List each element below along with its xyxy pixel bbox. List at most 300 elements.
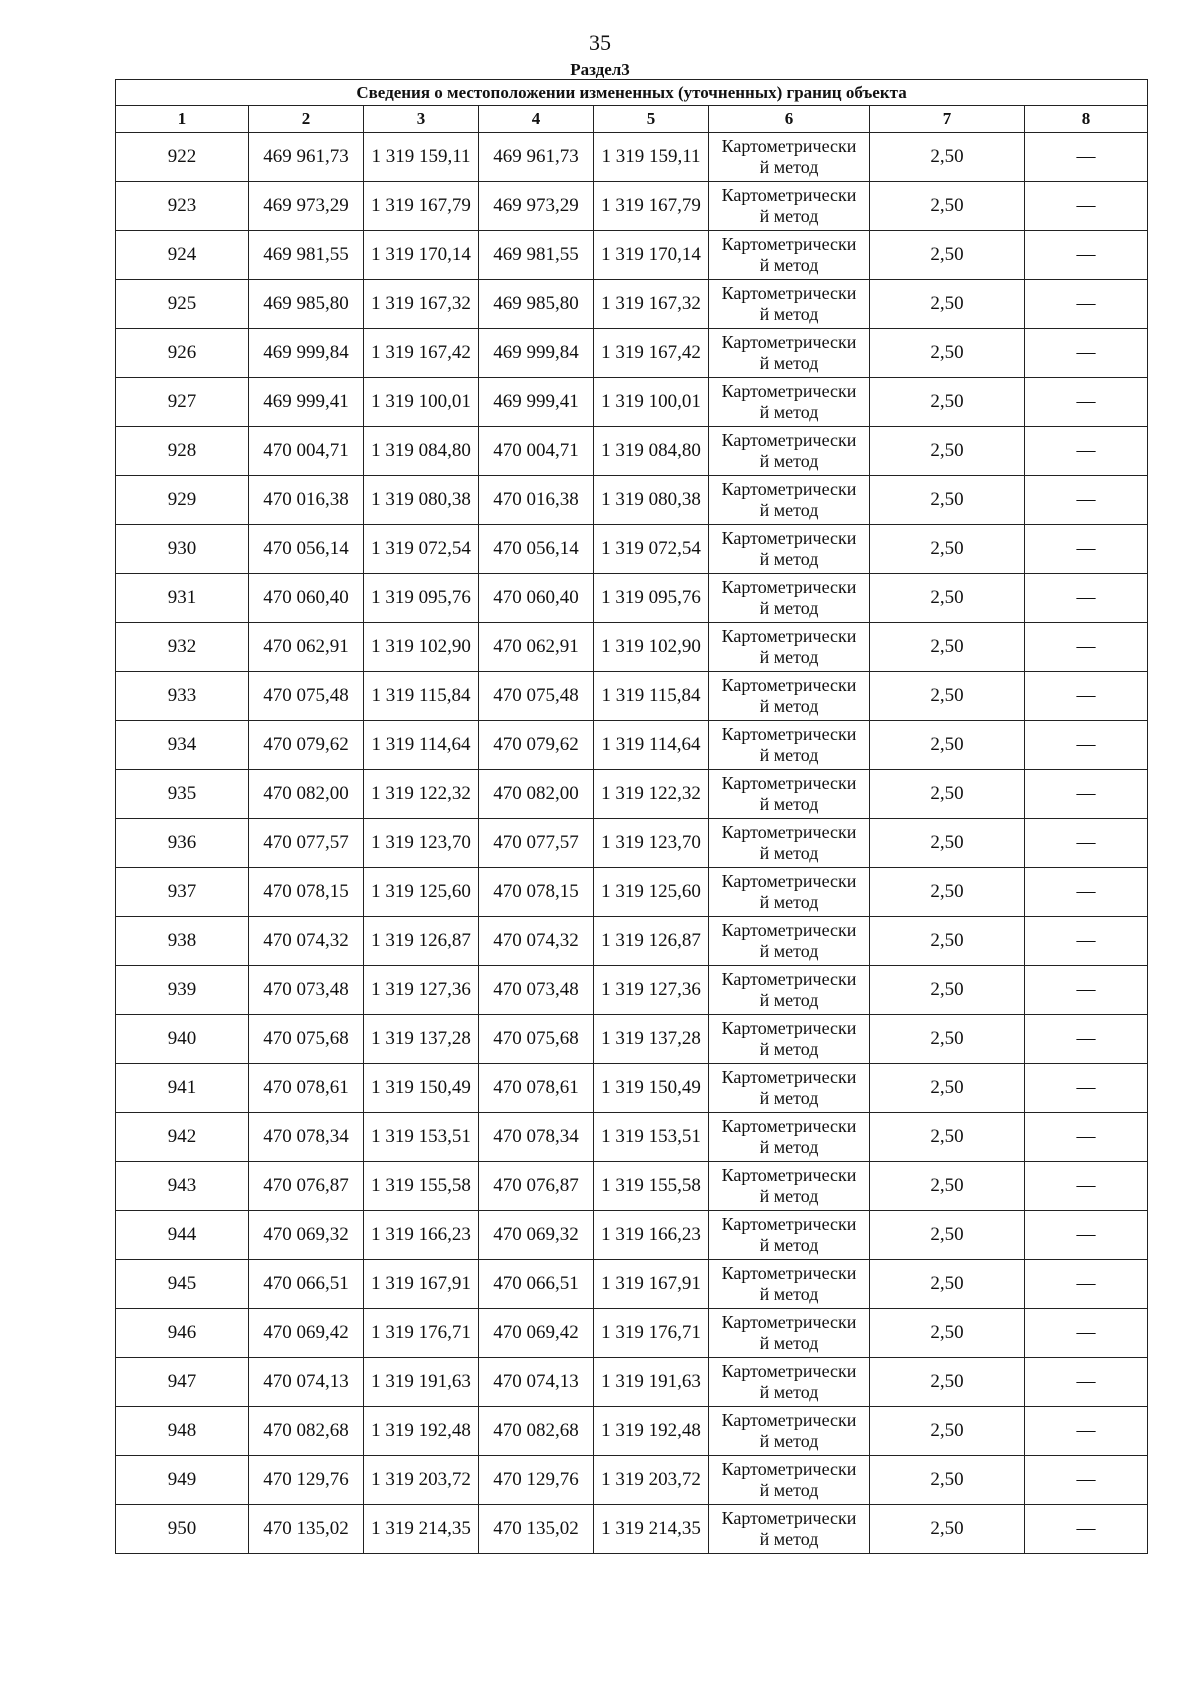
description-cell: —	[1025, 1211, 1148, 1260]
y-old-cell: 1 319 203,72	[364, 1456, 479, 1505]
method-text-line1: Картометрически	[721, 1410, 857, 1430]
point-number-cell: 939	[116, 966, 249, 1015]
accuracy-cell: 2,50	[870, 966, 1025, 1015]
column-number: 6	[709, 106, 870, 133]
x-old-cell: 470 135,02	[249, 1505, 364, 1554]
description-cell: —	[1025, 1015, 1148, 1064]
y-new-cell: 1 319 166,23	[594, 1211, 709, 1260]
x-new-cell: 470 069,32	[479, 1211, 594, 1260]
method-text-line2: й метод	[759, 647, 819, 667]
table-row	[116, 819, 1148, 868]
method-text-line2: й метод	[759, 549, 819, 569]
y-new-cell: 1 319 095,76	[594, 574, 709, 623]
method-cell	[709, 1456, 870, 1505]
table-row	[116, 1113, 1148, 1162]
y-new-cell: 1 319 100,01	[594, 378, 709, 427]
x-new-cell: 470 056,14	[479, 525, 594, 574]
method-cell	[709, 1505, 870, 1554]
table-row	[116, 525, 1148, 574]
x-new-cell: 470 062,91	[479, 623, 594, 672]
accuracy-cell: 2,50	[870, 1162, 1025, 1211]
method-cell	[709, 1064, 870, 1113]
x-new-cell: 470 074,32	[479, 917, 594, 966]
x-old-cell: 470 129,76	[249, 1456, 364, 1505]
accuracy-cell: 2,50	[870, 1113, 1025, 1162]
y-new-cell: 1 319 137,28	[594, 1015, 709, 1064]
table-row	[116, 280, 1148, 329]
method-text-line1: Картометрически	[721, 724, 857, 744]
method-text-line1: Картометрически	[721, 1165, 857, 1185]
x-new-cell: 470 077,57	[479, 819, 594, 868]
y-new-cell: 1 319 080,38	[594, 476, 709, 525]
point-number-cell: 942	[116, 1113, 249, 1162]
y-old-cell: 1 319 137,28	[364, 1015, 479, 1064]
x-new-cell: 470 074,13	[479, 1358, 594, 1407]
y-new-cell: 1 319 214,35	[594, 1505, 709, 1554]
accuracy-cell: 2,50	[870, 378, 1025, 427]
accuracy-cell: 2,50	[870, 721, 1025, 770]
x-new-cell: 470 082,00	[479, 770, 594, 819]
x-new-cell: 470 060,40	[479, 574, 594, 623]
table-row	[116, 1162, 1148, 1211]
x-old-cell: 470 079,62	[249, 721, 364, 770]
table-row	[116, 1407, 1148, 1456]
accuracy-cell: 2,50	[870, 770, 1025, 819]
x-old-cell: 470 078,34	[249, 1113, 364, 1162]
method-text-line1: Картометрически	[721, 822, 857, 842]
x-old-cell: 470 069,42	[249, 1309, 364, 1358]
description-cell: —	[1025, 819, 1148, 868]
method-text-line1: Картометрически	[721, 969, 857, 989]
y-old-cell: 1 319 100,01	[364, 378, 479, 427]
method-cell	[709, 1162, 870, 1211]
accuracy-cell: 2,50	[870, 280, 1025, 329]
point-number-cell: 938	[116, 917, 249, 966]
x-new-cell: 469 981,55	[479, 231, 594, 280]
description-cell: —	[1025, 476, 1148, 525]
method-text-line1: Картометрически	[721, 1116, 857, 1136]
y-new-cell: 1 319 167,91	[594, 1260, 709, 1309]
method-text-line2: й метод	[759, 990, 819, 1010]
x-old-cell: 470 074,32	[249, 917, 364, 966]
method-text-line1: Картометрически	[721, 1214, 857, 1234]
method-text-line2: й метод	[759, 353, 819, 373]
x-new-cell: 469 973,29	[479, 182, 594, 231]
method-cell	[709, 1309, 870, 1358]
table-row	[116, 770, 1148, 819]
x-new-cell: 469 999,41	[479, 378, 594, 427]
column-number: 1	[116, 106, 249, 133]
x-old-cell: 470 016,38	[249, 476, 364, 525]
table-row	[116, 868, 1148, 917]
method-cell	[709, 819, 870, 868]
x-old-cell: 470 056,14	[249, 525, 364, 574]
table-row	[116, 623, 1148, 672]
table-caption-row	[116, 80, 1148, 106]
column-number: 7	[870, 106, 1025, 133]
x-old-cell: 470 060,40	[249, 574, 364, 623]
x-old-cell: 470 066,51	[249, 1260, 364, 1309]
accuracy-cell: 2,50	[870, 231, 1025, 280]
point-number-cell: 927	[116, 378, 249, 427]
method-text-line2: й метод	[759, 1529, 819, 1549]
point-number-cell: 922	[116, 133, 249, 182]
method-text-line1: Картометрически	[721, 675, 857, 695]
y-old-cell: 1 319 167,91	[364, 1260, 479, 1309]
y-new-cell: 1 319 167,32	[594, 280, 709, 329]
x-old-cell: 469 981,55	[249, 231, 364, 280]
y-old-cell: 1 319 080,38	[364, 476, 479, 525]
table-row	[116, 1358, 1148, 1407]
y-new-cell: 1 319 167,42	[594, 329, 709, 378]
x-new-cell: 470 078,61	[479, 1064, 594, 1113]
column-number: 8	[1025, 106, 1148, 133]
method-cell	[709, 525, 870, 574]
y-new-cell: 1 319 125,60	[594, 868, 709, 917]
x-new-cell: 470 073,48	[479, 966, 594, 1015]
description-cell: —	[1025, 574, 1148, 623]
y-old-cell: 1 319 214,35	[364, 1505, 479, 1554]
x-new-cell: 470 004,71	[479, 427, 594, 476]
x-new-cell: 469 961,73	[479, 133, 594, 182]
method-text-line2: й метод	[759, 1480, 819, 1500]
method-cell	[709, 770, 870, 819]
y-old-cell: 1 319 084,80	[364, 427, 479, 476]
table-row	[116, 1015, 1148, 1064]
column-number: 3	[364, 106, 479, 133]
x-new-cell: 470 076,87	[479, 1162, 594, 1211]
point-number-cell: 932	[116, 623, 249, 672]
description-cell: —	[1025, 623, 1148, 672]
table-body	[116, 133, 1148, 1554]
accuracy-cell: 2,50	[870, 427, 1025, 476]
point-number-cell: 947	[116, 1358, 249, 1407]
table-row	[116, 329, 1148, 378]
y-old-cell: 1 319 191,63	[364, 1358, 479, 1407]
x-old-cell: 469 961,73	[249, 133, 364, 182]
y-new-cell: 1 319 127,36	[594, 966, 709, 1015]
description-cell: —	[1025, 329, 1148, 378]
point-number-cell: 937	[116, 868, 249, 917]
method-cell	[709, 329, 870, 378]
method-cell	[709, 1015, 870, 1064]
table-row	[116, 1064, 1148, 1113]
accuracy-cell: 2,50	[870, 329, 1025, 378]
method-text-line2: й метод	[759, 451, 819, 471]
x-new-cell: 469 999,84	[479, 329, 594, 378]
method-text-line1: Картометрически	[721, 479, 857, 499]
method-cell	[709, 1260, 870, 1309]
table-row	[116, 1456, 1148, 1505]
y-old-cell: 1 319 167,42	[364, 329, 479, 378]
accuracy-cell: 2,50	[870, 819, 1025, 868]
x-old-cell: 470 082,00	[249, 770, 364, 819]
y-old-cell: 1 319 192,48	[364, 1407, 479, 1456]
method-text-line2: й метод	[759, 1235, 819, 1255]
description-cell: —	[1025, 1309, 1148, 1358]
x-new-cell: 470 075,48	[479, 672, 594, 721]
method-cell	[709, 574, 870, 623]
y-old-cell: 1 319 127,36	[364, 966, 479, 1015]
method-text-line1: Картометрически	[721, 920, 857, 940]
accuracy-cell: 2,50	[870, 1015, 1025, 1064]
method-cell	[709, 1113, 870, 1162]
point-number-cell: 940	[116, 1015, 249, 1064]
point-number-cell: 941	[116, 1064, 249, 1113]
method-cell	[709, 868, 870, 917]
table-row	[116, 427, 1148, 476]
method-text-line1: Картометрически	[721, 283, 857, 303]
point-number-cell: 929	[116, 476, 249, 525]
accuracy-cell: 2,50	[870, 868, 1025, 917]
description-cell: —	[1025, 427, 1148, 476]
method-text-line2: й метод	[759, 304, 819, 324]
x-old-cell: 470 069,32	[249, 1211, 364, 1260]
point-number-cell: 930	[116, 525, 249, 574]
accuracy-cell: 2,50	[870, 672, 1025, 721]
y-new-cell: 1 319 176,71	[594, 1309, 709, 1358]
method-cell	[709, 133, 870, 182]
x-old-cell: 470 076,87	[249, 1162, 364, 1211]
y-new-cell: 1 319 192,48	[594, 1407, 709, 1456]
y-old-cell: 1 319 170,14	[364, 231, 479, 280]
x-old-cell: 469 999,84	[249, 329, 364, 378]
table-row	[116, 1260, 1148, 1309]
y-old-cell: 1 319 159,11	[364, 133, 479, 182]
method-text-line2: й метод	[759, 1284, 819, 1304]
accuracy-cell: 2,50	[870, 133, 1025, 182]
point-number-cell: 946	[116, 1309, 249, 1358]
table-row	[116, 966, 1148, 1015]
point-number-cell: 924	[116, 231, 249, 280]
x-new-cell: 469 985,80	[479, 280, 594, 329]
y-new-cell: 1 319 150,49	[594, 1064, 709, 1113]
table-row	[116, 231, 1148, 280]
accuracy-cell: 2,50	[870, 1211, 1025, 1260]
method-cell	[709, 966, 870, 1015]
y-new-cell: 1 319 155,58	[594, 1162, 709, 1211]
point-number-cell: 925	[116, 280, 249, 329]
y-new-cell: 1 319 072,54	[594, 525, 709, 574]
y-old-cell: 1 319 102,90	[364, 623, 479, 672]
description-cell: —	[1025, 1358, 1148, 1407]
y-old-cell: 1 319 176,71	[364, 1309, 479, 1358]
point-number-cell: 923	[116, 182, 249, 231]
y-new-cell: 1 319 203,72	[594, 1456, 709, 1505]
y-old-cell: 1 319 123,70	[364, 819, 479, 868]
method-cell	[709, 476, 870, 525]
table-caption: Сведения о местоположении измененных (уточненных) границ объекта	[116, 80, 1148, 106]
column-number: 2	[249, 106, 364, 133]
y-old-cell: 1 319 153,51	[364, 1113, 479, 1162]
method-text-line1: Картометрически	[721, 1312, 857, 1332]
x-old-cell: 470 073,48	[249, 966, 364, 1015]
x-new-cell: 470 082,68	[479, 1407, 594, 1456]
accuracy-cell: 2,50	[870, 623, 1025, 672]
x-old-cell: 470 075,48	[249, 672, 364, 721]
y-old-cell: 1 319 122,32	[364, 770, 479, 819]
method-text-line1: Картометрически	[721, 626, 857, 646]
y-new-cell: 1 319 084,80	[594, 427, 709, 476]
method-cell	[709, 231, 870, 280]
table-row	[116, 1309, 1148, 1358]
method-text-line2: й метод	[759, 1382, 819, 1402]
description-cell: —	[1025, 182, 1148, 231]
coordinates-table	[115, 79, 1148, 1554]
method-text-line2: й метод	[759, 1186, 819, 1206]
description-cell: —	[1025, 917, 1148, 966]
method-text-line1: Картометрически	[721, 577, 857, 597]
x-new-cell: 470 066,51	[479, 1260, 594, 1309]
method-text-line1: Картометрически	[721, 185, 857, 205]
method-text-line2: й метод	[759, 255, 819, 275]
y-old-cell: 1 319 166,23	[364, 1211, 479, 1260]
table-row	[116, 476, 1148, 525]
method-cell	[709, 1407, 870, 1456]
accuracy-cell: 2,50	[870, 1407, 1025, 1456]
method-cell	[709, 427, 870, 476]
method-text-line1: Картометрически	[721, 1508, 857, 1528]
table-row	[116, 378, 1148, 427]
point-number-cell: 943	[116, 1162, 249, 1211]
y-new-cell: 1 319 170,14	[594, 231, 709, 280]
page-number: 35	[589, 30, 611, 55]
description-cell: —	[1025, 525, 1148, 574]
description-cell: —	[1025, 133, 1148, 182]
description-cell: —	[1025, 1260, 1148, 1309]
method-text-line2: й метод	[759, 1088, 819, 1108]
accuracy-cell: 2,50	[870, 182, 1025, 231]
x-old-cell: 470 078,15	[249, 868, 364, 917]
point-number-cell: 935	[116, 770, 249, 819]
x-new-cell: 470 129,76	[479, 1456, 594, 1505]
y-old-cell: 1 319 072,54	[364, 525, 479, 574]
point-number-cell: 934	[116, 721, 249, 770]
x-new-cell: 470 016,38	[479, 476, 594, 525]
accuracy-cell: 2,50	[870, 1260, 1025, 1309]
y-old-cell: 1 319 125,60	[364, 868, 479, 917]
method-text-line2: й метод	[759, 1137, 819, 1157]
y-old-cell: 1 319 115,84	[364, 672, 479, 721]
table-row	[116, 133, 1148, 182]
point-number-cell: 948	[116, 1407, 249, 1456]
description-cell: —	[1025, 1162, 1148, 1211]
table-row	[116, 1211, 1148, 1260]
method-text-line2: й метод	[759, 598, 819, 618]
method-text-line1: Картометрически	[721, 1459, 857, 1479]
method-text-line1: Картометрически	[721, 136, 857, 156]
method-text-line2: й метод	[759, 206, 819, 226]
table-row	[116, 672, 1148, 721]
method-text-line2: й метод	[759, 1039, 819, 1059]
method-text-line1: Картометрически	[721, 234, 857, 254]
y-old-cell: 1 319 155,58	[364, 1162, 479, 1211]
description-cell: —	[1025, 1064, 1148, 1113]
description-cell: —	[1025, 378, 1148, 427]
y-old-cell: 1 319 167,32	[364, 280, 479, 329]
point-number-cell: 950	[116, 1505, 249, 1554]
x-old-cell: 470 078,61	[249, 1064, 364, 1113]
accuracy-cell: 2,50	[870, 574, 1025, 623]
y-new-cell: 1 319 167,79	[594, 182, 709, 231]
method-text-line1: Картометрически	[721, 1067, 857, 1087]
table-row	[116, 917, 1148, 966]
y-new-cell: 1 319 123,70	[594, 819, 709, 868]
description-cell: —	[1025, 1113, 1148, 1162]
y-new-cell: 1 319 122,32	[594, 770, 709, 819]
table-row	[116, 721, 1148, 770]
x-old-cell: 470 082,68	[249, 1407, 364, 1456]
column-numbers-row	[116, 106, 1148, 133]
x-new-cell: 470 079,62	[479, 721, 594, 770]
x-old-cell: 470 075,68	[249, 1015, 364, 1064]
x-new-cell: 470 075,68	[479, 1015, 594, 1064]
method-cell	[709, 672, 870, 721]
accuracy-cell: 2,50	[870, 476, 1025, 525]
accuracy-cell: 2,50	[870, 1358, 1025, 1407]
method-text-line1: Картометрически	[721, 430, 857, 450]
x-old-cell: 470 004,71	[249, 427, 364, 476]
x-old-cell: 470 062,91	[249, 623, 364, 672]
y-new-cell: 1 319 191,63	[594, 1358, 709, 1407]
method-cell	[709, 623, 870, 672]
y-old-cell: 1 319 095,76	[364, 574, 479, 623]
x-new-cell: 470 135,02	[479, 1505, 594, 1554]
section-title: Раздел3	[570, 60, 630, 79]
method-text-line2: й метод	[759, 794, 819, 814]
description-cell: —	[1025, 231, 1148, 280]
description-cell: —	[1025, 966, 1148, 1015]
point-number-cell: 945	[116, 1260, 249, 1309]
y-new-cell: 1 319 102,90	[594, 623, 709, 672]
x-new-cell: 470 078,34	[479, 1113, 594, 1162]
y-new-cell: 1 319 114,64	[594, 721, 709, 770]
method-text-line2: й метод	[759, 402, 819, 422]
point-number-cell: 926	[116, 329, 249, 378]
method-cell	[709, 378, 870, 427]
method-text-line2: й метод	[759, 1333, 819, 1353]
description-cell: —	[1025, 721, 1148, 770]
table-row	[116, 182, 1148, 231]
y-old-cell: 1 319 150,49	[364, 1064, 479, 1113]
method-text-line1: Картометрически	[721, 1018, 857, 1038]
table-row	[116, 1505, 1148, 1554]
method-text-line1: Картометрически	[721, 1263, 857, 1283]
y-old-cell: 1 319 126,87	[364, 917, 479, 966]
y-new-cell: 1 319 115,84	[594, 672, 709, 721]
method-text-line2: й метод	[759, 941, 819, 961]
y-old-cell: 1 319 167,79	[364, 182, 479, 231]
y-old-cell: 1 319 114,64	[364, 721, 479, 770]
description-cell: —	[1025, 1407, 1148, 1456]
method-text-line2: й метод	[759, 157, 819, 177]
method-cell	[709, 1211, 870, 1260]
method-cell	[709, 721, 870, 770]
accuracy-cell: 2,50	[870, 1309, 1025, 1358]
method-text-line2: й метод	[759, 1431, 819, 1451]
method-text-line1: Картометрически	[721, 332, 857, 352]
description-cell: —	[1025, 1456, 1148, 1505]
point-number-cell: 928	[116, 427, 249, 476]
method-text-line1: Картометрически	[721, 871, 857, 891]
x-new-cell: 470 078,15	[479, 868, 594, 917]
column-number: 4	[479, 106, 594, 133]
method-text-line2: й метод	[759, 745, 819, 765]
x-old-cell: 469 973,29	[249, 182, 364, 231]
x-old-cell: 469 985,80	[249, 280, 364, 329]
point-number-cell: 949	[116, 1456, 249, 1505]
method-text-line2: й метод	[759, 892, 819, 912]
